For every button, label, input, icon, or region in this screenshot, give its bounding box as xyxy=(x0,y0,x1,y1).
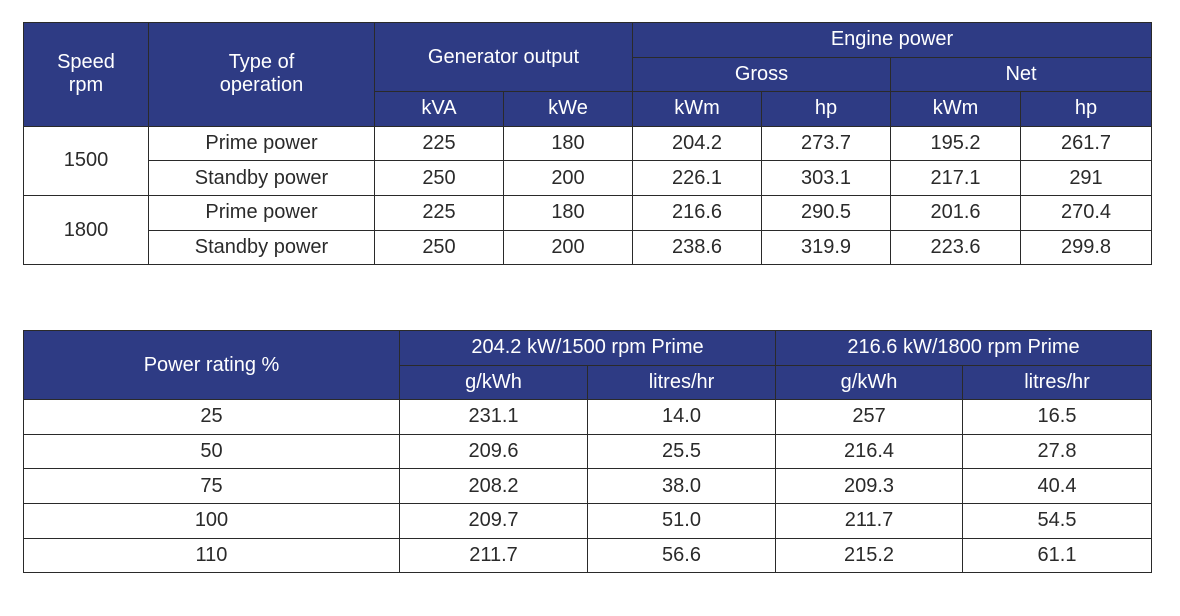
g1-litres-cell: 14.0 xyxy=(588,400,776,435)
kva-cell: 250 xyxy=(375,161,504,196)
net-kwm-cell: 217.1 xyxy=(891,161,1021,196)
table-row xyxy=(24,230,1152,265)
g1-gkwh-cell: 208.2 xyxy=(400,469,588,504)
header-power-rating: Power rating % xyxy=(24,331,400,400)
header-kva: kVA xyxy=(375,92,504,127)
header-net: Net xyxy=(891,57,1152,92)
g2-litres-cell: 54.5 xyxy=(963,503,1152,538)
g1-gkwh-cell: 209.7 xyxy=(400,503,588,538)
header-type-of-operation: Type of operation xyxy=(149,23,375,127)
header-speed-rpm: Speed rpm xyxy=(24,23,149,127)
header-g1-litres: litres/hr xyxy=(588,365,776,400)
rating-cell: 110 xyxy=(24,538,400,573)
rating-cell: 100 xyxy=(24,503,400,538)
g1-gkwh-cell: 211.7 xyxy=(400,538,588,573)
g2-gkwh-cell: 209.3 xyxy=(776,469,963,504)
table-row xyxy=(24,400,1152,435)
type-cell: Standby power xyxy=(149,230,375,265)
header-g2-gkwh: g/kWh xyxy=(776,365,963,400)
table-row xyxy=(24,538,1152,573)
net-hp-cell: 299.8 xyxy=(1021,230,1152,265)
header-kwe: kWe xyxy=(504,92,633,127)
type-cell: Prime power xyxy=(149,195,375,230)
g2-litres-cell: 40.4 xyxy=(963,469,1152,504)
g2-litres-cell: 27.8 xyxy=(963,434,1152,469)
net-kwm-cell: 195.2 xyxy=(891,126,1021,161)
rating-cell: 75 xyxy=(24,469,400,504)
table-row xyxy=(24,503,1152,538)
kwe-cell: 180 xyxy=(504,195,633,230)
type-cell: Prime power xyxy=(149,126,375,161)
kwe-cell: 200 xyxy=(504,161,633,196)
gross-hp-cell: 273.7 xyxy=(762,126,891,161)
kwe-cell: 180 xyxy=(504,126,633,161)
g1-gkwh-cell: 231.1 xyxy=(400,400,588,435)
header-gross-kwm: kWm xyxy=(633,92,762,127)
net-kwm-cell: 223.6 xyxy=(891,230,1021,265)
gross-kwm-cell: 238.6 xyxy=(633,230,762,265)
net-hp-cell: 261.7 xyxy=(1021,126,1152,161)
header-g2-litres: litres/hr xyxy=(963,365,1152,400)
g2-gkwh-cell: 211.7 xyxy=(776,503,963,538)
gross-kwm-cell: 204.2 xyxy=(633,126,762,161)
g1-litres-cell: 56.6 xyxy=(588,538,776,573)
header-1800-rpm-prime: 216.6 kW/1800 rpm Prime xyxy=(776,331,1152,366)
g2-gkwh-cell: 216.4 xyxy=(776,434,963,469)
g1-litres-cell: 51.0 xyxy=(588,503,776,538)
net-hp-cell: 270.4 xyxy=(1021,195,1152,230)
speed-cell: 1500 xyxy=(24,126,149,195)
gross-hp-cell: 303.1 xyxy=(762,161,891,196)
gross-kwm-cell: 216.6 xyxy=(633,195,762,230)
g2-gkwh-cell: 257 xyxy=(776,400,963,435)
header-1500-rpm-prime: 204.2 kW/1500 rpm Prime xyxy=(400,331,776,366)
g2-litres-cell: 61.1 xyxy=(963,538,1152,573)
gross-hp-cell: 319.9 xyxy=(762,230,891,265)
kva-cell: 225 xyxy=(375,195,504,230)
g1-gkwh-cell: 209.6 xyxy=(400,434,588,469)
table-row xyxy=(24,126,1152,161)
net-kwm-cell: 201.6 xyxy=(891,195,1021,230)
net-hp-cell: 291 xyxy=(1021,161,1152,196)
kwe-cell: 200 xyxy=(504,230,633,265)
rating-cell: 50 xyxy=(24,434,400,469)
g1-litres-cell: 25.5 xyxy=(588,434,776,469)
table-row xyxy=(24,434,1152,469)
header-engine-power: Engine power xyxy=(633,23,1152,58)
g2-litres-cell: 16.5 xyxy=(963,400,1152,435)
g1-litres-cell: 38.0 xyxy=(588,469,776,504)
fuel-consumption-table xyxy=(23,330,1152,573)
table-row xyxy=(24,469,1152,504)
header-generator-output: Generator output xyxy=(375,23,633,92)
table-row xyxy=(24,161,1152,196)
header-net-kwm: kWm xyxy=(891,92,1021,127)
type-cell: Standby power xyxy=(149,161,375,196)
header-gross: Gross xyxy=(633,57,891,92)
kva-cell: 250 xyxy=(375,230,504,265)
table-row xyxy=(24,195,1152,230)
header-gross-hp: hp xyxy=(762,92,891,127)
generator-engine-power-table xyxy=(23,22,1152,265)
gross-kwm-cell: 226.1 xyxy=(633,161,762,196)
gross-hp-cell: 290.5 xyxy=(762,195,891,230)
kva-cell: 225 xyxy=(375,126,504,161)
speed-cell: 1800 xyxy=(24,195,149,264)
rating-cell: 25 xyxy=(24,400,400,435)
g2-gkwh-cell: 215.2 xyxy=(776,538,963,573)
header-g1-gkwh: g/kWh xyxy=(400,365,588,400)
header-net-hp: hp xyxy=(1021,92,1152,127)
